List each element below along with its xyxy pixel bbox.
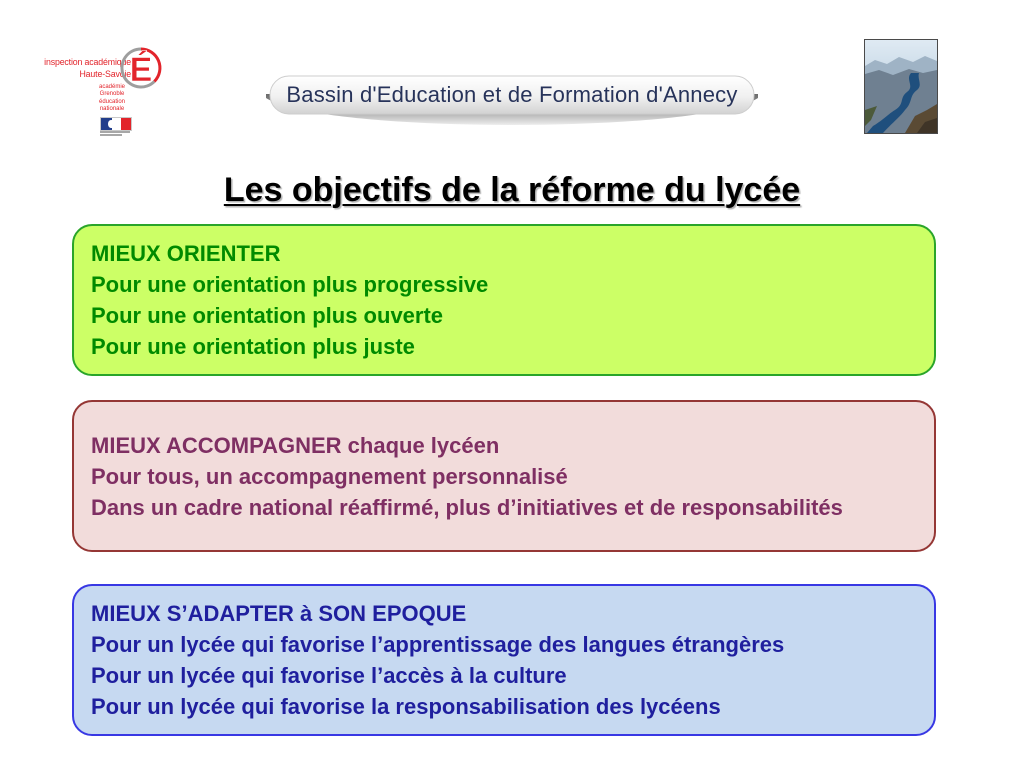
objective-line: Pour un lycée qui favorise l’apprentissage des langues étrangères bbox=[91, 632, 785, 657]
banner-text: Bassin d'Education et de Formation d'Annecy bbox=[286, 82, 738, 107]
flag-red-band bbox=[121, 118, 131, 130]
objective-line: Pour une orientation plus juste bbox=[91, 334, 415, 359]
bassin-banner bbox=[262, 68, 762, 132]
french-flag-icon bbox=[100, 117, 132, 131]
objective-line: Dans un cadre national réaffirmé, plus d’initiatives et de responsabilités bbox=[91, 494, 843, 520]
flag-caption-mark bbox=[100, 134, 122, 136]
inspection-academique-logo bbox=[0, 0, 170, 145]
education-label-line1: éducation bbox=[98, 99, 126, 105]
academie-label-line1: académie bbox=[98, 84, 125, 90]
education-label-line2: nationale bbox=[99, 106, 125, 112]
objective-line: Pour un lycée qui favorise la responsabilisation des lycéens bbox=[91, 694, 721, 719]
academie-grenoble-label bbox=[96, 84, 128, 98]
objective-line: Pour un lycée qui favorise l’accès à la culture bbox=[91, 663, 567, 688]
objective-line: Pour tous, un accompagnement personnalisé bbox=[91, 463, 568, 489]
education-nationale-label bbox=[96, 99, 128, 113]
objective-box-accompagner bbox=[72, 400, 936, 552]
objective-heading: MIEUX S’ADAPTER à SON EPOQUE bbox=[91, 601, 467, 626]
academie-label-line2: Grenoble bbox=[99, 91, 125, 97]
landscape-photo bbox=[864, 39, 938, 134]
logo-name-line1: inspection académique bbox=[44, 57, 131, 67]
objective-box-orienter bbox=[72, 224, 936, 376]
emblem-letter: É bbox=[129, 51, 153, 89]
objective-line: Pour une orientation plus progressive bbox=[91, 272, 489, 297]
objective-heading: MIEUX ORIENTER bbox=[91, 241, 281, 266]
flag-caption-mark bbox=[100, 131, 130, 133]
flag-white-band bbox=[112, 118, 121, 130]
objective-box-adapter bbox=[72, 584, 936, 736]
slide-title: Les objectifs de la réforme du lycée bbox=[223, 171, 801, 209]
logo-name-line2: Haute-Savoie bbox=[79, 69, 131, 79]
objective-line: Pour une orientation plus ouverte bbox=[91, 303, 444, 328]
objective-heading: MIEUX ACCOMPAGNER chaque lycéen bbox=[91, 432, 500, 458]
